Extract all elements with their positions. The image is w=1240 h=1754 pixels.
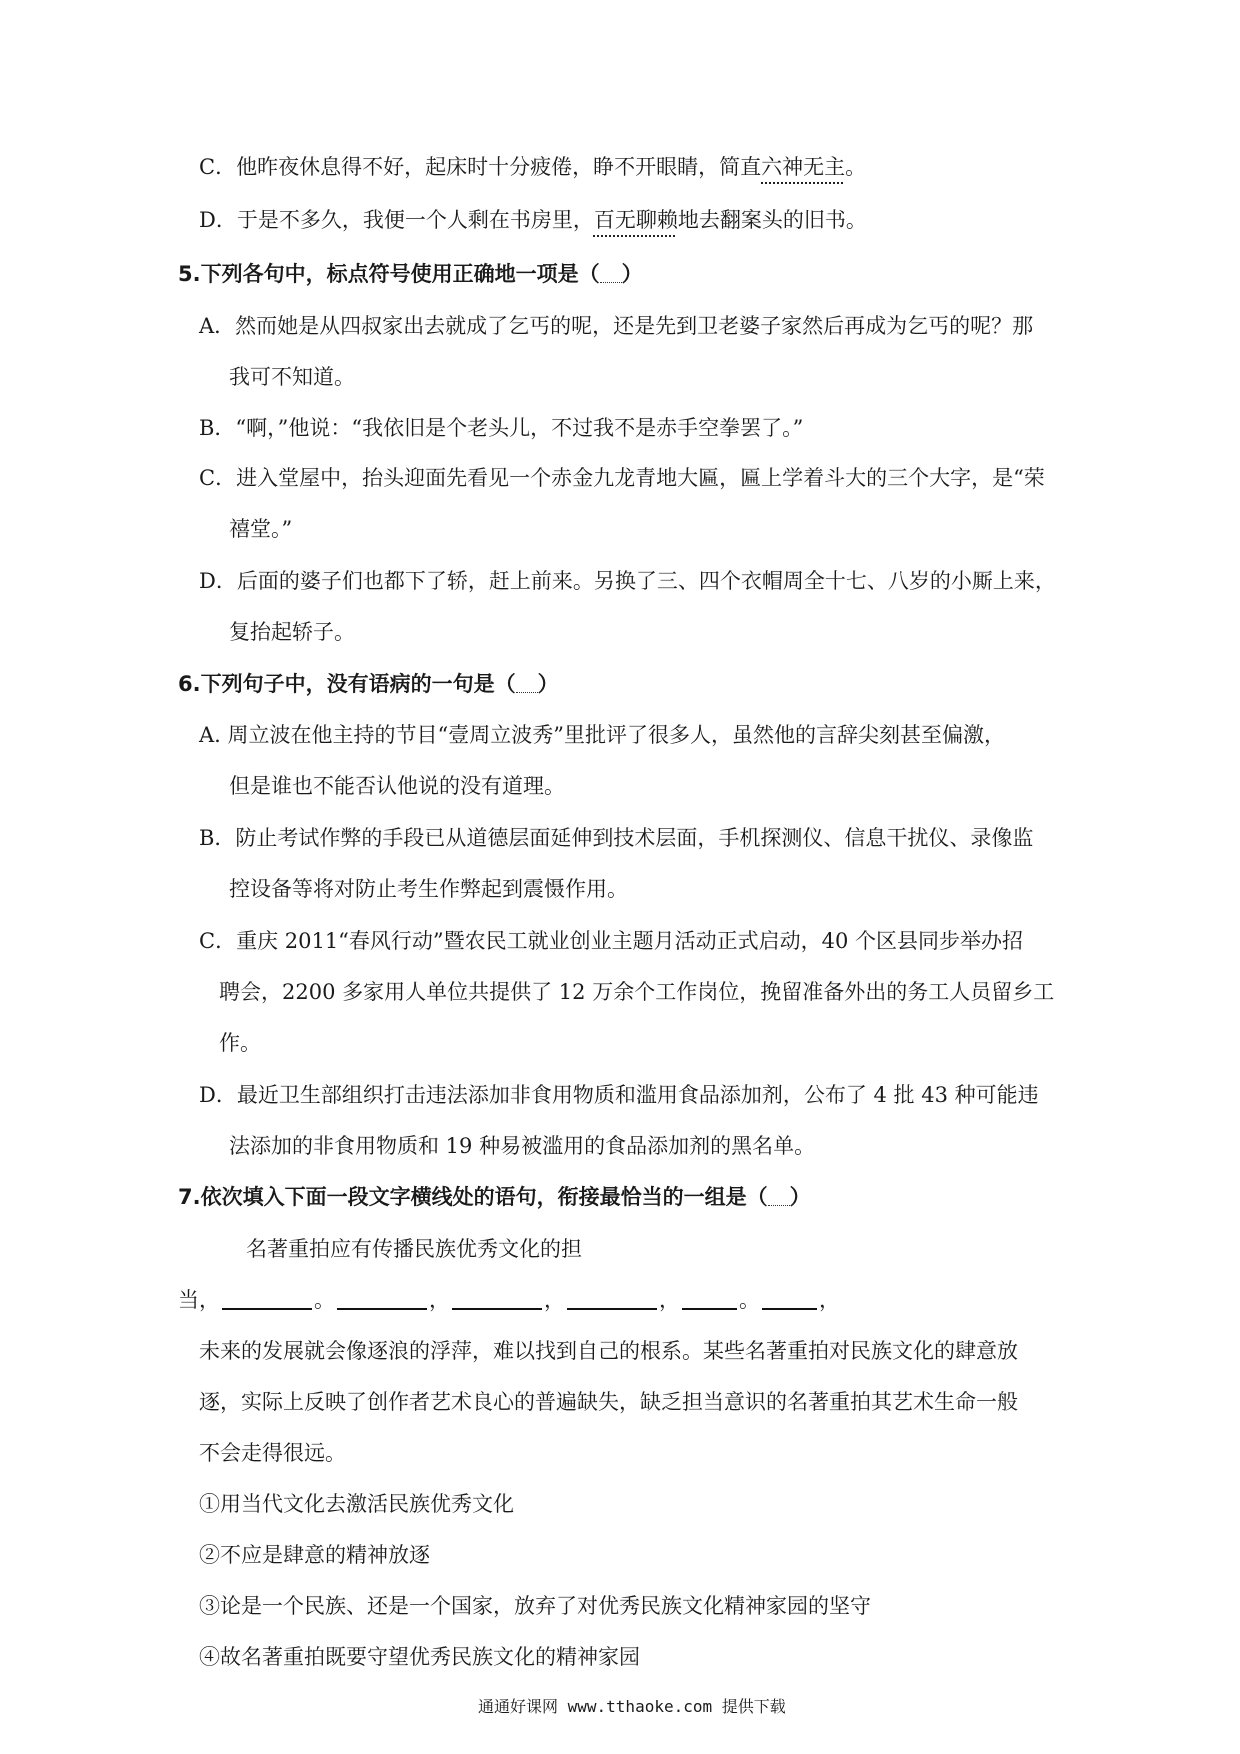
q5-stem: 5.下列各句中，标点符号使用正确地一项是（ ） [178, 262, 643, 286]
q5-option-a-line2: 我可不知道。 [229, 365, 355, 389]
fill-blank-1 [222, 1288, 312, 1310]
q6-option-a-line1: A. 周立波在他主持的节目“壹周立波秀”里批评了很多人，虽然他的言辞尖刻甚至偏激， [199, 723, 1005, 747]
q7-passage-line3: 未来的发展就会像逐浪的浮萍，难以找到自己的根系。某些名著重拍对民族文化的肆意放 [199, 1339, 1018, 1363]
dotted-idiom: 百无聊赖 [593, 208, 678, 232]
q5-option-c-line2: 禧堂。” [229, 517, 293, 541]
q7-stem: 7.依次填入下面一段文字横线处的语句，衔接最恰当的一组是（ ） [178, 1185, 811, 1209]
q5-option-d-line2: 复抬起轿子。 [229, 620, 355, 644]
q6-option-a-line2: 但是谁也不能否认他说的没有道理。 [229, 774, 565, 798]
q7-item-1: ①用当代文化去激活民族优秀文化 [199, 1492, 514, 1516]
q6-option-b-line2: 控设备等将对防止考生作弊起到震慑作用。 [229, 877, 628, 901]
q7-item-3: ③论是一个民族、还是一个国家，放弃了对优秀民族文化精神家园的坚守 [199, 1594, 871, 1618]
page-footer: 通通好课网 www.tthaoke.com 提供下载 [478, 1697, 786, 1716]
q7-item-4: ④故名著重拍既要守望优秀民族文化的精神家园 [199, 1645, 640, 1669]
q7-item-2: ②不应是肆意的精神放逐 [199, 1543, 430, 1567]
answer-blank [768, 1187, 790, 1206]
q6-stem: 6.下列句子中，没有语病的一句是（ ） [178, 672, 559, 696]
fill-blank-2 [337, 1288, 427, 1310]
fill-blank-6 [762, 1288, 817, 1310]
q4-option-c: C．他昨夜休息得不好，起床时十分疲倦，睁不开眼睛，简直六神无主。 [199, 155, 867, 179]
q7-passage-line4: 逐，实际上反映了创作者艺术良心的普遍缺失，缺乏担当意识的名著重拍其艺术生命一般 [199, 1390, 1018, 1414]
q6-option-d-line2: 法添加的非食用物质和 19 种易被滥用的食品添加剂的黑名单。 [229, 1134, 816, 1158]
q5-option-a-line1: A．然而她是从四叔家出去就成了乞丐的呢，还是先到卫老婆子家然后再成为乞丐的呢？那 [199, 314, 1034, 338]
q6-option-c-line3: 作。 [219, 1031, 261, 1055]
q5-option-b: B．“啊，”他说：“我依旧是个老头儿，不过我不是赤手空拳罢了。” [199, 416, 804, 440]
q6-option-c-line2: 聘会，2200 多家用人单位共提供了 12 万余个工作岗位，挽留准备外出的务工人员留乡工 [219, 980, 1055, 1004]
fill-blank-4 [567, 1288, 657, 1310]
q7-passage-line2: 当， 。 ， ， ， 。 ， [178, 1288, 840, 1312]
fill-blank-3 [452, 1288, 542, 1310]
q4-option-d: D．于是不多久，我便一个人剩在书房里，百无聊赖地去翻案头的旧书。 [199, 208, 867, 232]
dotted-idiom: 六神无主 [761, 155, 846, 179]
fill-blank-5 [682, 1288, 737, 1310]
q6-option-b-line1: B．防止考试作弊的手段已从道德层面延伸到技术层面，手机探测仪、信息干扰仪、录像监 [199, 826, 1034, 850]
q7-passage-line5: 不会走得很远。 [199, 1441, 346, 1465]
answer-blank [600, 264, 622, 283]
q7-passage-line1: 名著重拍应有传播民族优秀文化的担 [246, 1237, 582, 1261]
q6-option-c-line1: C．重庆 2011“春风行动”暨农民工就业创业主题月活动正式启动，40 个区县同步举办招 [199, 929, 1024, 953]
q5-option-d-line1: D．后面的婆子们也都下了轿，赶上前来。另换了三、四个衣帽周全十七、八岁的小厮上来， [199, 569, 1056, 593]
q6-option-d-line1: D．最近卫生部组织打击违法添加非食用物质和滥用食品添加剂，公布了 4 批 43 种可能违 [199, 1083, 1039, 1107]
q5-option-c-line1: C．进入堂屋中，抬头迎面先看见一个赤金九龙青地大匾，匾上学着斗大的三个大字，是“荣 [199, 466, 1045, 490]
answer-blank [516, 674, 538, 693]
